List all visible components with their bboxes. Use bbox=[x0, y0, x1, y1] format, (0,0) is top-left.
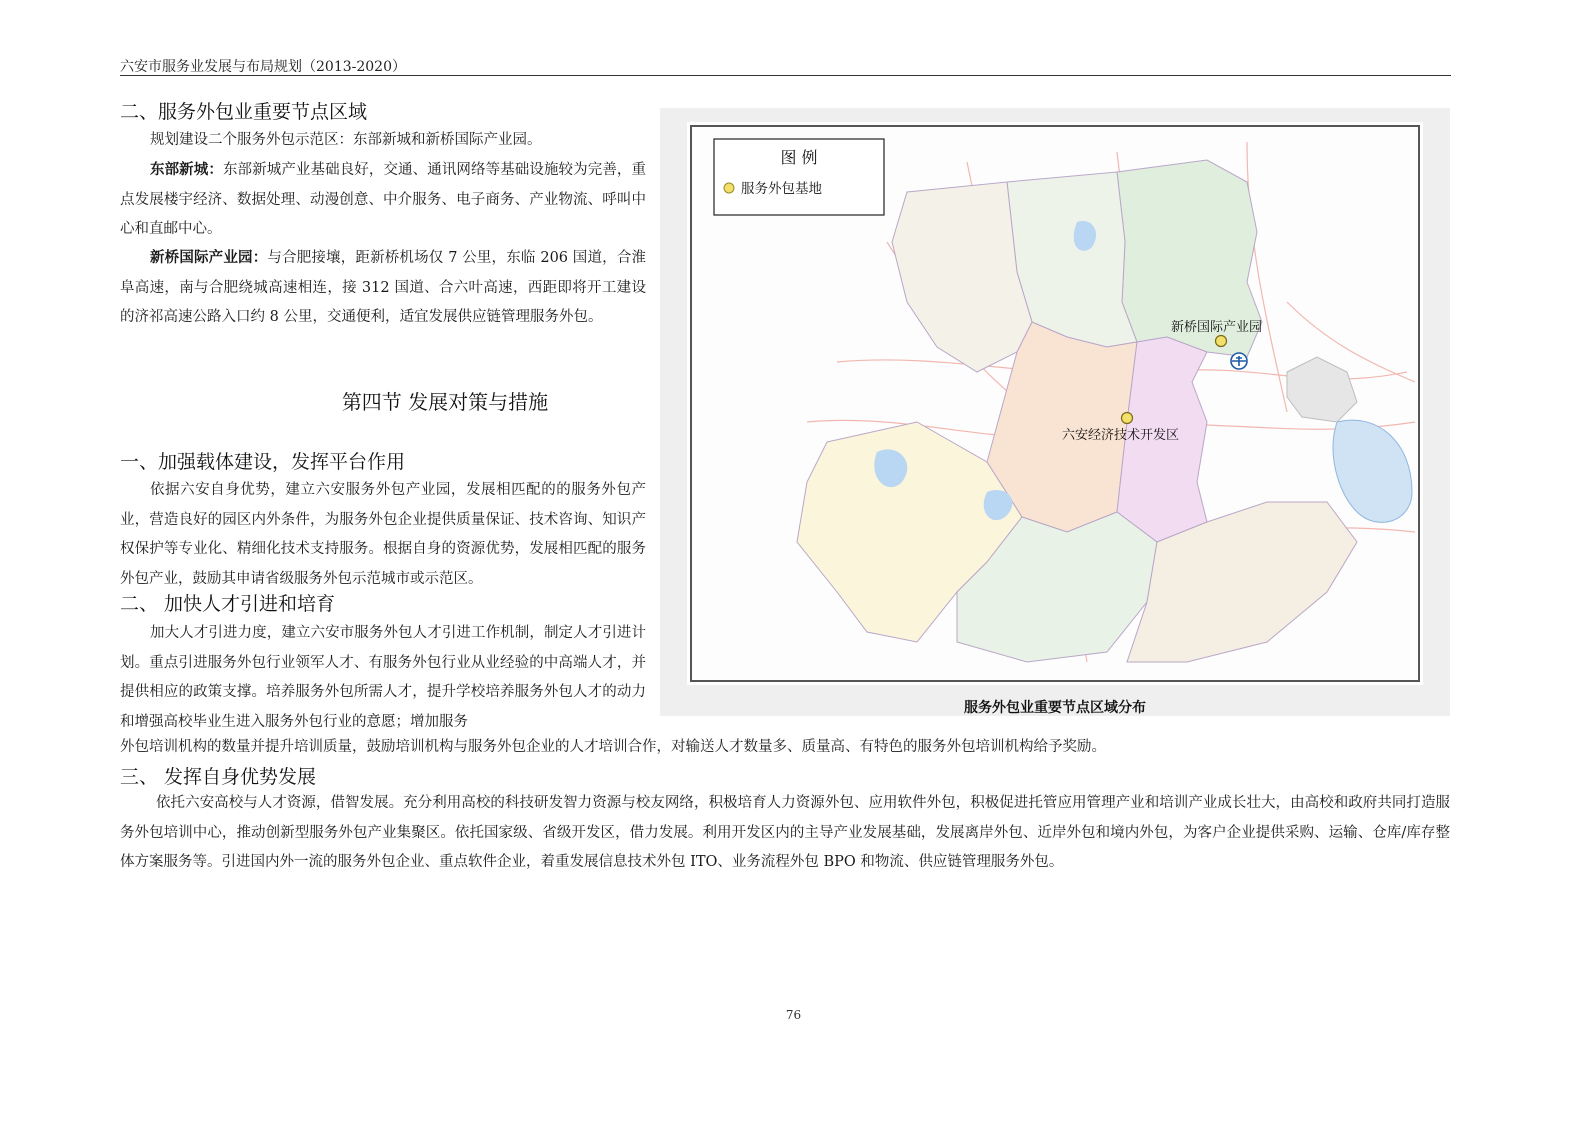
paragraph-measure-3: 依托六安高校与人才资源，借智发展。充分利用高校的科技研发智力资源与校友网络，积极培育人力资源外包、应用软件外包，积极促进托管应用管理产业和培训产业成长壮大，由高校和政府共同打造服务外包培训中心，推动创新型服务外包产业集聚区。依托国家级、省级开发区，借力发展。利用开发区内的主导产业发展基础，发展离岸外包、近岸外包和境内外包，为客户企业提供采购、运输、仓库/库存整体方案服务等。引进国内外一流的服务外包企业、重点软件企业，着重发展信息技术外包 ITO、业务流程外包 BPO 和物流、供应链管理服务外包。 bbox=[120, 795, 1450, 870]
legend-marker bbox=[724, 183, 734, 193]
marker-xinqiao-park bbox=[1216, 336, 1227, 347]
map-frame bbox=[687, 122, 1423, 685]
legend-title: 图 例 bbox=[780, 148, 818, 167]
paragraph-measure-1: 依据六安自身优势，建立六安服务外包产业园，发展相匹配的的服务外包产业，营造良好的园区内外条件，为服务外包企业提供质量保证、技术咨询、知识产权保护等专业化、精细化技术支持服务。根据自身的资源优势，发展相匹配的服务外包产业，鼓励其申请省级服务外包示范城市或示范区。 bbox=[120, 482, 646, 587]
region-map bbox=[687, 122, 1423, 685]
label-xinqiao-park: 新桥国际产业园 bbox=[1171, 320, 1263, 335]
east-new-city-label: 东部新城： bbox=[150, 161, 223, 178]
east-new-city-text: 东部新城产业基础良好，交通、通讯网络等基础设施较为完善，重点发展楼宇经济、数据处理、动漫创意、中介服务、电子商务、产业物流、呼叫中心和直邮中心。 bbox=[120, 162, 647, 237]
legend-item-label: 服务外包基地 bbox=[741, 181, 822, 197]
paragraph-intro: 规划建设二个服务外包示范区：东部新城和新桥国际产业园。 bbox=[150, 132, 542, 148]
section-title-measures: 第四节 发展对策与措施 bbox=[341, 390, 549, 414]
heading-measure-2: 二、 加快人才引进和培育 bbox=[120, 593, 336, 615]
section-heading-outsourcing-nodes: 二、服务外包业重要节点区域 bbox=[120, 101, 368, 123]
heading-measure-3: 三、 发挥自身优势发展 bbox=[120, 766, 317, 788]
paragraph-measure-2b: 外包培训机构的数量并提升培训质量，鼓励培训机构与服务外包企业的人才培训合作，对输送人才数量多、质量高、有特色的服务外包培训机构给予奖励。 bbox=[120, 739, 1106, 755]
header-rule bbox=[120, 75, 1451, 76]
label-development-zone: 六安经济技术开发区 bbox=[1062, 428, 1180, 443]
page-number: 76 bbox=[785, 1008, 802, 1022]
paragraph-measure-2a: 加大人才引进力度，建立六安市服务外包人才引进工作机制，制定人才引进计划。重点引进服务外包行业领军人才、有服务外包行业从业经验的中高端人才，并提供相应的政策支撑。培养服务外包所需人才，提升学校培养服务外包人才的动力和增强高校毕业生进入服务外包行业的意愿；增加服务 bbox=[120, 625, 646, 730]
marker-development-zone bbox=[1122, 413, 1133, 424]
paragraph-xinqiao-park bbox=[120, 243, 646, 333]
airport-icon bbox=[1231, 353, 1247, 369]
xinqiao-park-label: 新桥国际产业园： bbox=[150, 249, 268, 266]
page-header: 六安市服务业发展与布局规划（2013-2020） bbox=[120, 59, 406, 75]
heading-measure-1: 一、加强载体建设，发挥平台作用 bbox=[120, 451, 406, 473]
map-caption: 服务外包业重要节点区域分布 bbox=[964, 700, 1146, 716]
paragraph-east-new-city bbox=[120, 155, 646, 245]
xinqiao-park-text: 与合肥接壤，距新桥机场仅 7 公里，东临 206 国道，合淮阜高速，南与合肥绕城高速相连，接 312 国道、合六叶高速，西距即将开工建设的济祁高速公路入口约 8 公里，交通便利，适宜发展供应链管理服务外包。 bbox=[120, 250, 646, 325]
